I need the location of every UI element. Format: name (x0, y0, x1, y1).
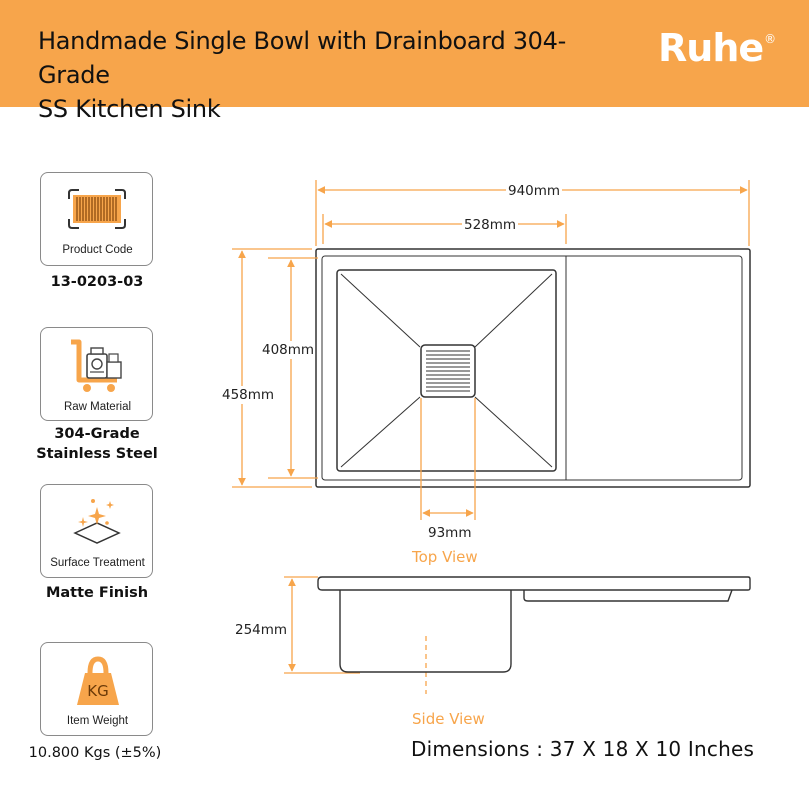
spec-label-raw-material: Raw Material (63, 401, 132, 413)
side-view-top-rim (318, 577, 750, 590)
title-line-1: Handmade Single Bowl with Drainboard 304-Grade (38, 27, 566, 89)
spec-label-surface-treatment: Surface Treatment (50, 557, 145, 569)
label-bowl-depth: 408mm (262, 342, 315, 358)
side-view-bowl (340, 590, 511, 672)
label-bowl-height: 254mm (235, 622, 288, 638)
bowl-corner-line (475, 274, 552, 347)
raw-material-line-1: 304-Grade (54, 426, 140, 442)
weight-icon-text: KG (87, 682, 109, 700)
spec-label-product-code: Product Code (62, 244, 133, 256)
sink-inner-rim (322, 256, 742, 480)
label-overall-depth: 458mm (222, 387, 275, 403)
side-view-drainboard-slope (524, 590, 732, 601)
spec-value-surface-treatment: Matte Finish (45, 585, 149, 601)
spec-value-product-code: 13-0203-03 (50, 274, 144, 290)
bowl-corner-line (475, 397, 552, 467)
label-side-view: Side View (412, 710, 485, 728)
title-line-2: SS Kitchen Sink (38, 95, 221, 123)
label-drain-width: 93mm (428, 525, 472, 541)
side-view-drawing (318, 577, 750, 672)
label-bowl-width: 528mm (464, 217, 517, 233)
registered-mark: ® (764, 32, 776, 46)
bowl-corner-line (341, 274, 420, 347)
top-view-drawing (316, 249, 750, 487)
sink-outer-rim (316, 249, 750, 487)
label-top-view: Top View (412, 548, 478, 566)
label-overall-width: 940mm (508, 183, 561, 199)
brand-name: Ruhe (658, 26, 764, 70)
dimension-lines (232, 180, 749, 694)
raw-material-line-2: Stainless Steel (36, 446, 158, 462)
dimensions-summary: Dimensions : 37 X 18 X 10 Inches (411, 737, 755, 761)
spec-label-item-weight: Item Weight (66, 715, 129, 727)
spec-value-item-weight: 10.800 Kgs (±5%) (28, 745, 162, 761)
bowl-corner-line (341, 397, 420, 467)
